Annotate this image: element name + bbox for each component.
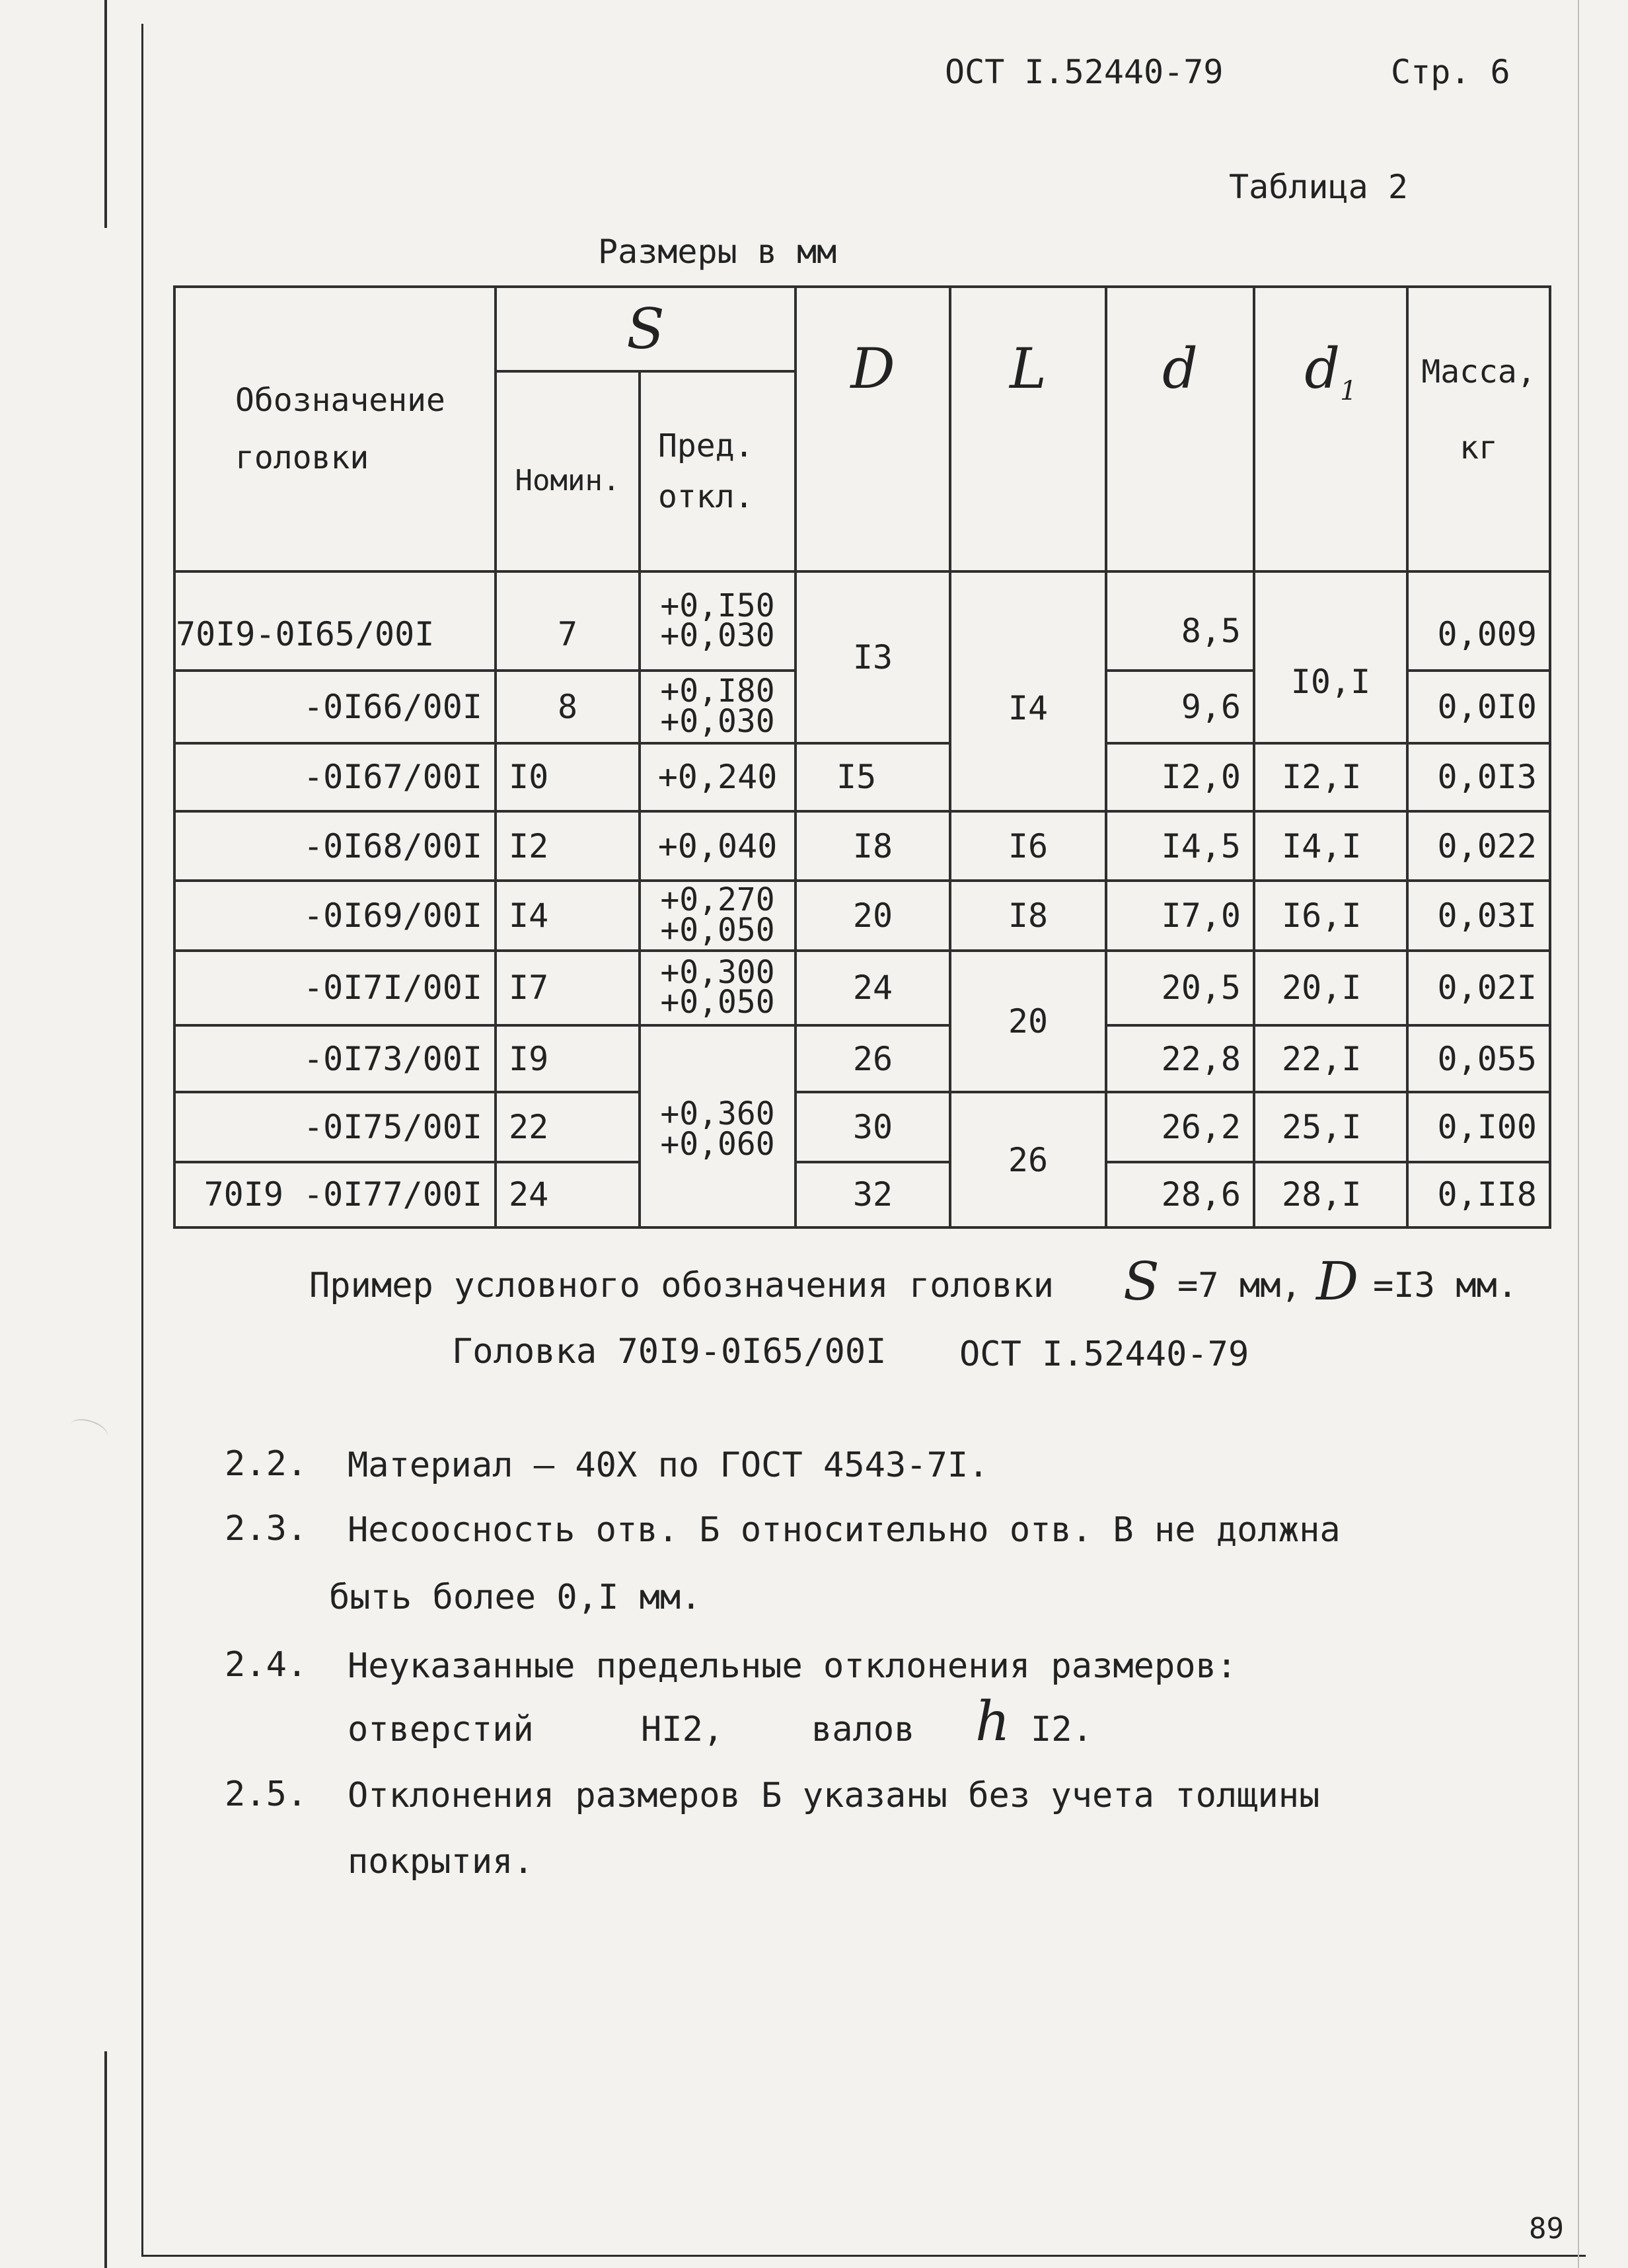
cell-deviation-lower: +0,050	[660, 911, 775, 949]
cell-d1: I2,I	[1254, 743, 1407, 811]
header-d: d	[1106, 287, 1254, 571]
cell-designation: -0I66/00I	[174, 671, 496, 743]
header-s-deviation: Пред. откл.	[640, 371, 796, 572]
example-d-value: =I3 мм.	[1373, 1266, 1518, 1305]
cell-d: 26,2	[1106, 1092, 1254, 1161]
cell-d1: 22,I	[1254, 1025, 1407, 1092]
example-s-value: =7 мм,	[1177, 1266, 1302, 1305]
para-2-4-shaft-tol: I2.	[1031, 1710, 1093, 1749]
cell-mass: 0,0I0	[1407, 671, 1550, 743]
cell-s: I9	[496, 1025, 640, 1092]
cell-deviation	[640, 881, 796, 950]
cell-deviation-upper: +0,270	[660, 881, 775, 919]
cell-s: 22	[496, 1092, 640, 1161]
para-2-4-holes: отверстий	[348, 1710, 534, 1749]
cell-L: I4	[950, 571, 1106, 811]
header-mass: Масса, кг	[1407, 287, 1550, 571]
header-s-nominal: Номин.	[496, 371, 640, 572]
table-row	[174, 743, 1550, 811]
para-2-5-number: 2.5.	[225, 1774, 308, 1814]
cell-mass: 0,I00	[1407, 1092, 1550, 1161]
para-2-3-line2: быть более 0,I мм.	[329, 1578, 702, 1617]
cell-designation: -0I7I/00I	[174, 951, 496, 1025]
table-caption: Таблица 2	[1229, 168, 1408, 206]
cell-mass: 0,022	[1407, 811, 1550, 881]
para-2-4-shafts: валов	[811, 1710, 915, 1749]
cell-d: 22,8	[1106, 1025, 1254, 1092]
cell-D: 20	[796, 881, 950, 950]
header-s: S	[496, 287, 796, 371]
page-label: Стр. 6	[1391, 53, 1510, 91]
cell-deviation-upper: +0,I50	[660, 587, 775, 624]
page-right-edge	[1578, 0, 1579, 2268]
cell-D: 24	[796, 951, 950, 1025]
cell-L: 26	[950, 1092, 1106, 1227]
para-2-5-line1: Отклонения размеров Б указаны без учета толщины	[348, 1776, 1320, 1815]
cell-s: 7	[496, 571, 640, 671]
header-L: L	[950, 287, 1106, 571]
binding-mark-bottom	[104, 2051, 107, 2268]
para-2-4-line1: Неуказанные предельные отклонения размеров:	[348, 1646, 1238, 1686]
cell-d: 20,5	[1106, 951, 1254, 1025]
table-row	[174, 571, 1550, 671]
example-text: Пример условного обозначения головки	[309, 1266, 1054, 1305]
header-D: D	[796, 287, 950, 571]
cell-mass: 0,0I3	[1407, 743, 1550, 811]
example-standard: ОСТ I.52440-79	[959, 1335, 1249, 1374]
cell-deviation-lower: +0,030	[660, 703, 775, 741]
cell-deviation-upper: +0,360	[660, 1095, 775, 1133]
cell-deviation-lower: +0,050	[660, 984, 775, 1021]
cell-D: I3	[796, 571, 950, 743]
header-d1-subscript: 1	[1340, 375, 1357, 406]
cell-deviation: +0,040	[640, 811, 796, 881]
cell-L: 20	[950, 951, 1106, 1093]
cell-L: I6	[950, 811, 1106, 881]
cell-deviation	[640, 1025, 796, 1227]
doc-code: ОСТ I.52440-79	[945, 53, 1224, 91]
example-d-symbol: D	[1316, 1251, 1359, 1312]
cell-s: I7	[496, 951, 640, 1025]
cell-mass: 0,II8	[1407, 1162, 1550, 1227]
cell-s: 8	[496, 671, 640, 743]
cell-mass: 0,009	[1407, 571, 1550, 671]
cell-L: I8	[950, 881, 1106, 950]
units-note: Размеры в мм	[598, 233, 837, 271]
para-2-2-text: Материал – 40Х по ГОСТ 4543-7I.	[348, 1445, 989, 1485]
cell-D: I5	[796, 743, 950, 811]
cell-D: I8	[796, 811, 950, 881]
table-row	[174, 1162, 1550, 1227]
cell-mass: 0,03I	[1407, 881, 1550, 950]
table-row	[174, 1025, 1550, 1092]
cell-d1: 20,I	[1254, 951, 1407, 1025]
para-2-5-line2: покрытия.	[348, 1842, 534, 1882]
cell-d1: I6,I	[1254, 881, 1407, 950]
cell-d1: 28,I	[1254, 1162, 1407, 1227]
cell-deviation	[640, 571, 796, 671]
cell-deviation: +0,240	[640, 743, 796, 811]
cell-designation: -0I67/00I	[174, 743, 496, 811]
cell-deviation-upper: +0,300	[660, 953, 775, 991]
header-d1	[1254, 287, 1407, 571]
cell-deviation-upper: +0,I80	[660, 673, 775, 710]
cell-d: 28,6	[1106, 1162, 1254, 1227]
cell-D: 32	[796, 1162, 950, 1227]
table-row	[174, 1092, 1550, 1161]
cell-designation: -0I69/00I	[174, 881, 496, 950]
cell-deviation	[640, 951, 796, 1025]
para-2-3-number: 2.3.	[225, 1509, 308, 1549]
sheet-number: 89	[1529, 2212, 1564, 2246]
cell-mass: 0,055	[1407, 1025, 1550, 1092]
table-header-row	[174, 287, 1550, 371]
cell-designation: 70I9 -0I77/00I	[174, 1162, 496, 1227]
dimensions-table	[173, 285, 1551, 1229]
table-row	[174, 881, 1550, 950]
cell-d1: I0,I	[1254, 571, 1407, 743]
cell-D: 30	[796, 1092, 950, 1161]
cell-d: I4,5	[1106, 811, 1254, 881]
cell-deviation	[640, 671, 796, 743]
cell-designation: -0I73/00I	[174, 1025, 496, 1092]
para-2-4-hole-tol: НI2,	[641, 1710, 724, 1749]
example-designation: Головка 70I9-0I65/00I	[452, 1332, 887, 1372]
cell-designation: -0I68/00I	[174, 811, 496, 881]
binding-mark-top	[104, 0, 107, 228]
cell-deviation-lower: +0,030	[660, 617, 775, 655]
scan-mark	[67, 1415, 111, 1447]
header-d1-letter: d	[1304, 336, 1341, 401]
para-2-3-line1: Несоосность отв. Б относительно отв. В не должна	[348, 1510, 1341, 1550]
para-2-4-h-symbol: h	[975, 1691, 1010, 1753]
cell-s: I2	[496, 811, 640, 881]
cell-mass: 0,02I	[1407, 951, 1550, 1025]
cell-d: 8,5	[1106, 571, 1254, 671]
cell-s: I0	[496, 743, 640, 811]
cell-designation: -0I75/00I	[174, 1092, 496, 1161]
cell-d1: I4,I	[1254, 811, 1407, 881]
cell-deviation-lower: +0,060	[660, 1125, 775, 1163]
cell-designation: 70I9-0I65/00I	[174, 571, 496, 671]
cell-D: 26	[796, 1025, 950, 1092]
cell-d: 9,6	[1106, 671, 1254, 743]
para-2-2-number: 2.2.	[225, 1444, 308, 1484]
cell-d1: 25,I	[1254, 1092, 1407, 1161]
cell-d: I2,0	[1106, 743, 1254, 811]
header-designation: Обозначение головки	[174, 287, 496, 571]
table-row	[174, 811, 1550, 881]
example-s-symbol: S	[1123, 1251, 1160, 1312]
cell-d: I7,0	[1106, 881, 1254, 950]
para-2-4-number: 2.4.	[225, 1645, 308, 1685]
cell-s: 24	[496, 1162, 640, 1227]
cell-s: I4	[496, 881, 640, 950]
table-row	[174, 951, 1550, 1025]
